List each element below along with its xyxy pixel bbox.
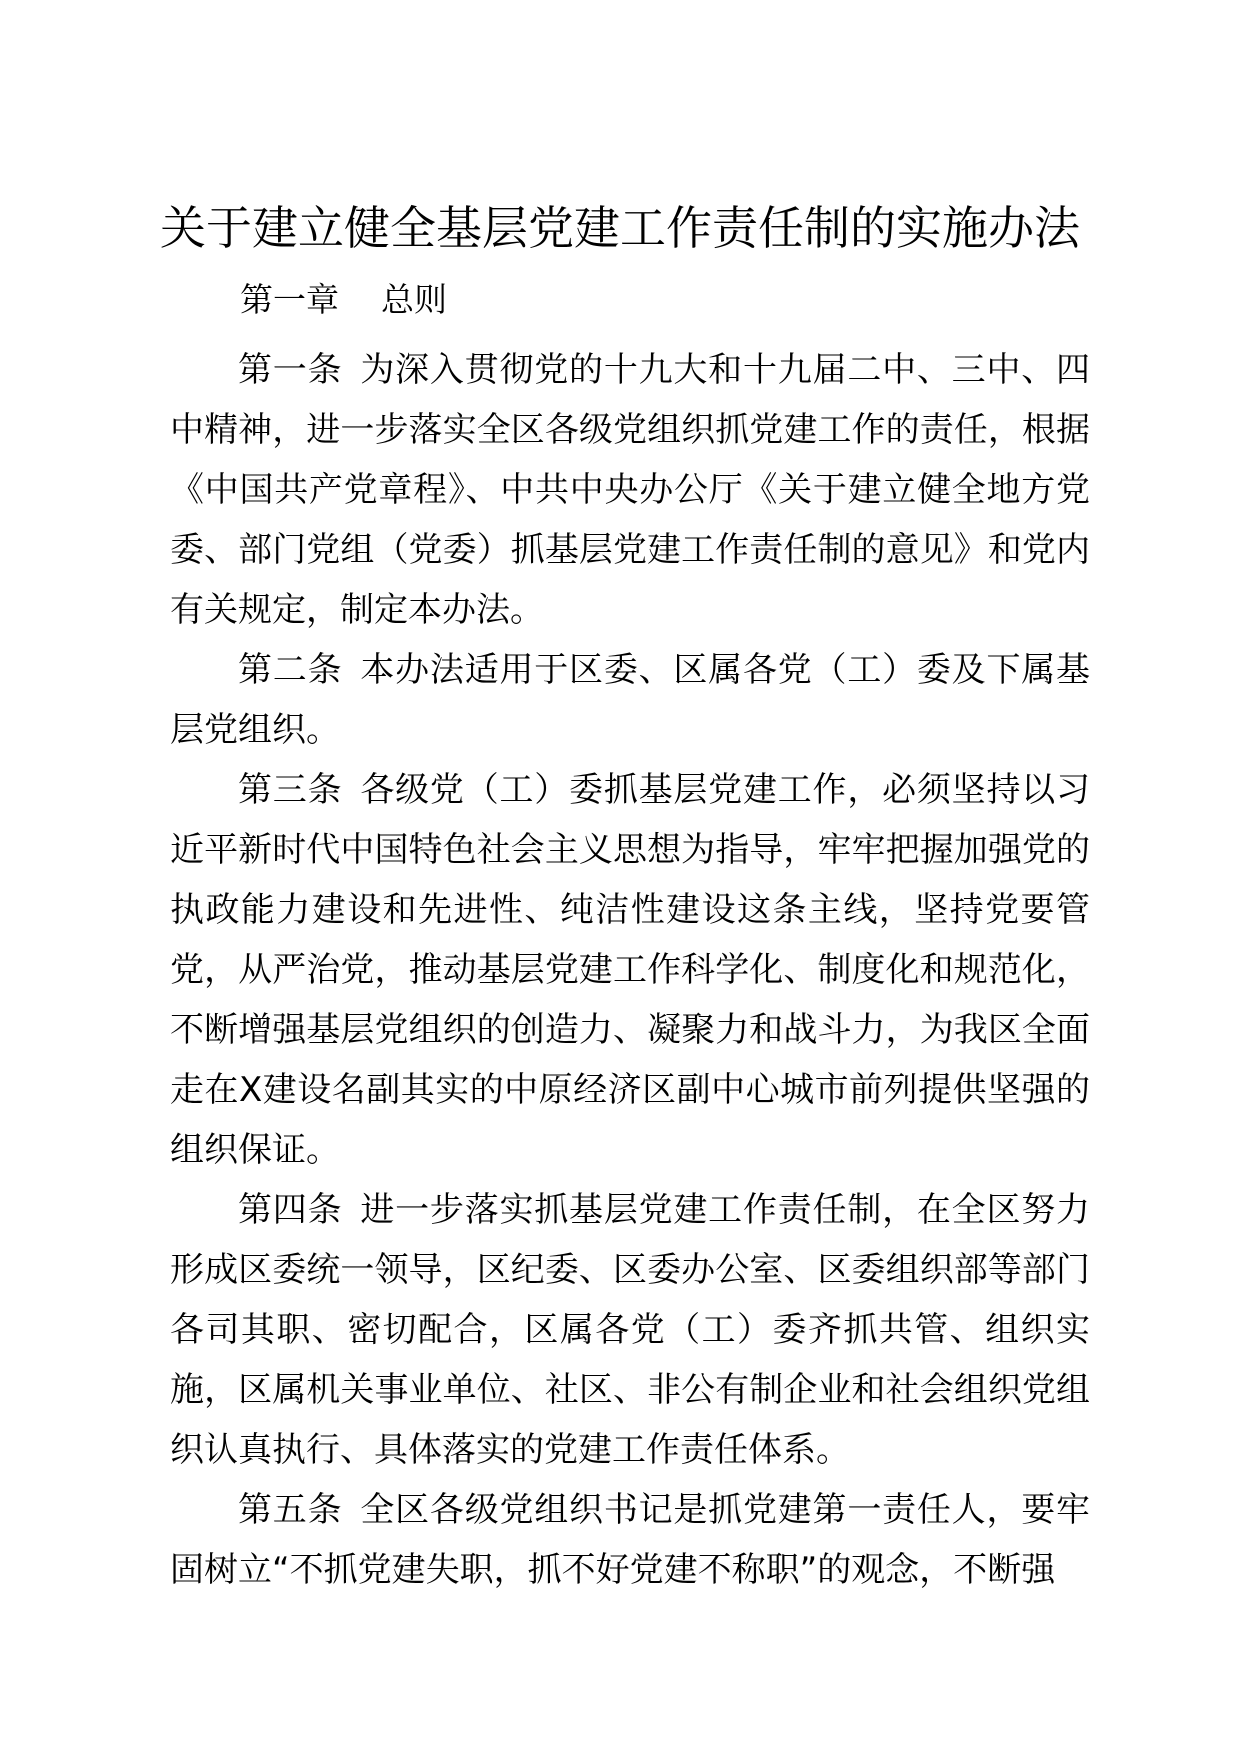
article-4	[170, 1180, 1090, 1480]
article-text: 本办法适用于区委、区属各党（工）委及下属基层党组织。	[170, 650, 1091, 750]
article-number: 第四条	[238, 1190, 343, 1230]
article-2	[170, 640, 1090, 760]
article-3	[170, 760, 1090, 1180]
document-body	[170, 340, 1090, 1600]
article-1	[170, 340, 1090, 640]
article-number: 第二条	[238, 650, 343, 690]
article-text: 为深入贯彻党的十九大和十九届二中、三中、四中精神，进一步落实全区各级党组织抓党建工作的责任，根据《中国共产党章程》、中共中央办公厅《关于建立健全地方党委、部门党组（党委）抓基层党建工作责任制的意见》和党内有关规定，制定本办法。	[170, 350, 1091, 630]
article-text: 进一步落实抓基层党建工作责任制，在全区努力形成区委统一领导，区纪委、区委办公室、区委组织部等部门各司其职、密切配合，区属各党（工）委齐抓共管、组织实施，区属机关事业单位、社区、非公有制企业和社会组织党组织认真执行、具体落实的党建工作责任体系。	[170, 1190, 1091, 1470]
article-5	[170, 1480, 1090, 1600]
article-text: 全区各级党组织书记是抓党建第一责任人，要牢固树立“不抓党建失职，抓不好党建不称职”的观念，不断强	[170, 1490, 1091, 1590]
article-number: 第五条	[238, 1490, 343, 1530]
chapter-heading: 第一章 总则	[240, 280, 447, 319]
article-number: 第三条	[238, 770, 343, 810]
article-text: 各级党（工）委抓基层党建工作，必须坚持以习近平新时代中国特色社会主义思想为指导，牢牢把握加强党的执政能力建设和先进性、纯洁性建设这条主线，坚持党要管党，从严治党，推动基层党建工作科学化、制度化和规范化，不断增强基层党组织的创造力、凝聚力和战斗力，为我区全面走在X建设名副其实的中原经济区副中心城市前列提供坚强的组织保证。	[170, 770, 1091, 1170]
document-title: 关于建立健全基层党建工作责任制的实施办法	[160, 201, 1080, 255]
article-number: 第一条	[238, 350, 343, 390]
